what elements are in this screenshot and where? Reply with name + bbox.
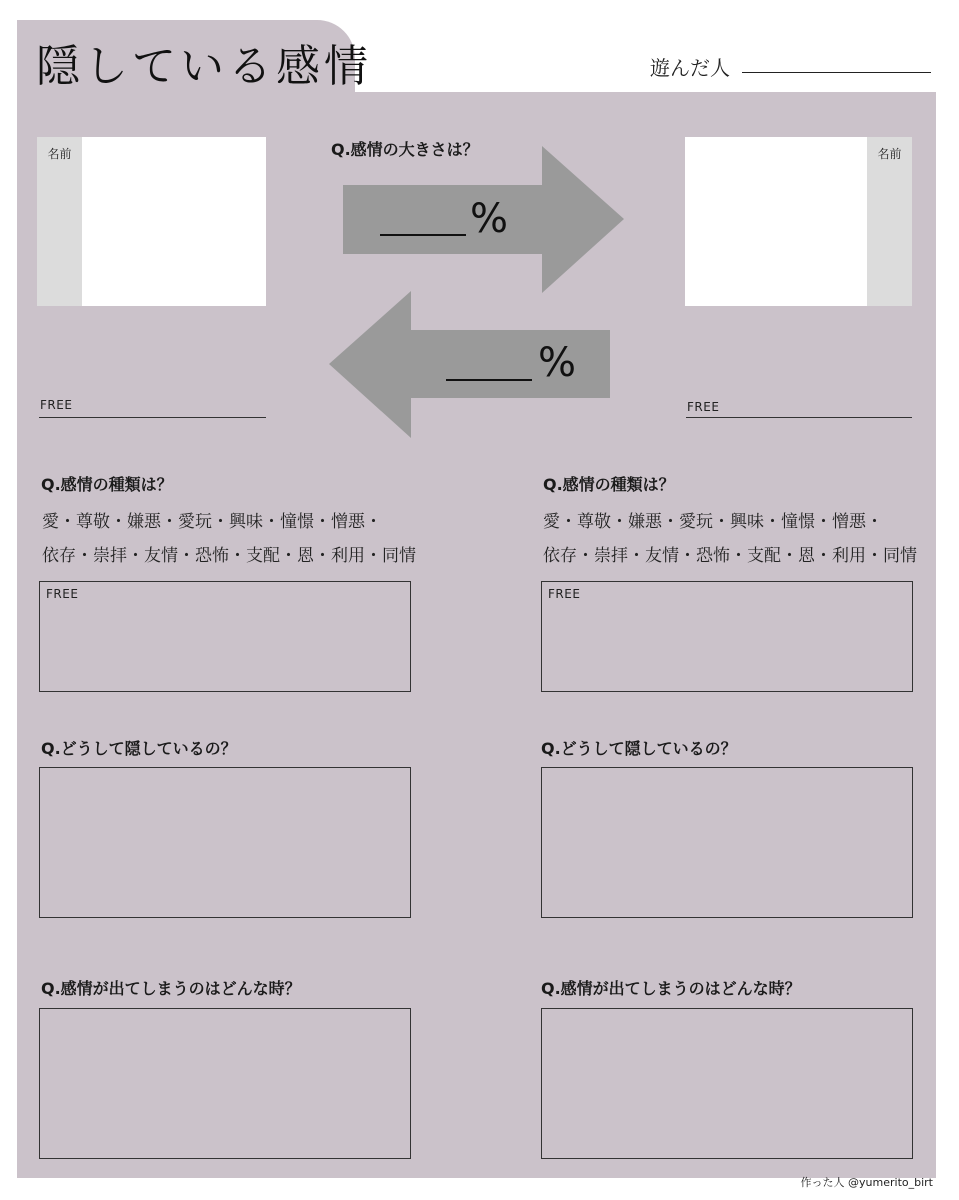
right-why-box[interactable]	[541, 767, 913, 918]
right-to-left-percent-symbol: %	[538, 340, 577, 386]
left-type-options	[42, 505, 416, 573]
right-name-label: 名前	[877, 147, 902, 161]
right-type-free-box[interactable]	[541, 581, 913, 692]
right-when-box[interactable]	[541, 1008, 913, 1159]
left-when-question: Q.感情が出てしまうのはどんな時？	[41, 979, 301, 998]
left-to-right-percent-symbol: %	[470, 196, 509, 242]
left-type-free-box[interactable]	[39, 581, 411, 692]
left-to-right-percent-blank[interactable]	[380, 234, 466, 236]
left-type-options-line1: 愛・尊敬・嫌悪・愛玩・興味・憧憬・憎悪・	[42, 512, 382, 532]
intensity-question: Q.感情の大きさは？	[331, 140, 479, 159]
creator-credit: 作った人 @yumerito_birt	[800, 1176, 933, 1189]
right-type-options-line2: 依存・崇拝・友情・恐怖・支配・恩・利用・同情	[543, 546, 917, 566]
player-label: 遊んだ人	[650, 56, 730, 80]
left-card-free-label: FREE	[40, 398, 73, 412]
right-type-question: Q.感情の種類は？	[543, 475, 675, 494]
right-to-left-percent-blank[interactable]	[446, 379, 532, 381]
left-type-free-label: FREE	[46, 587, 79, 601]
left-why-box[interactable]	[39, 767, 411, 918]
right-when-question: Q.感情が出てしまうのはどんな時？	[541, 979, 801, 998]
page-title: 隠している感情	[36, 41, 372, 92]
right-card-free-label: FREE	[687, 400, 720, 414]
left-why-question: Q.どうして隠しているの？	[41, 739, 237, 758]
right-type-free-label: FREE	[548, 587, 581, 601]
right-type-options-line1: 愛・尊敬・嫌悪・愛玩・興味・憧憬・憎悪・	[543, 512, 883, 532]
left-name-label: 名前	[47, 147, 72, 161]
right-why-question: Q.どうして隠しているの？	[541, 739, 737, 758]
left-when-box[interactable]	[39, 1008, 411, 1159]
left-type-options-line2: 依存・崇拝・友情・恐怖・支配・恩・利用・同情	[42, 546, 416, 566]
right-type-options	[543, 505, 917, 573]
left-type-question: Q.感情の種類は？	[41, 475, 173, 494]
